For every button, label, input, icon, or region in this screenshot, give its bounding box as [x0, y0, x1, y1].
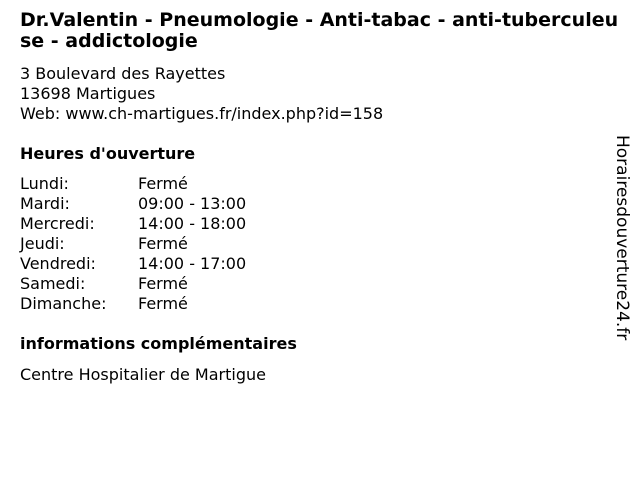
- website-link[interactable]: Web: www.ch-martigues.fr/index.php?id=158: [20, 104, 384, 123]
- hours-row-samedi: [20, 274, 320, 294]
- hours-value: 09:00 - 13:00: [138, 194, 247, 213]
- day-label: Dimanche:: [20, 294, 107, 313]
- hours-row-vendredi: [20, 254, 320, 274]
- hours-row-mercredi: [20, 214, 320, 234]
- opening-hours-heading: Heures d'ouverture: [20, 144, 196, 163]
- day-label: Mercredi:: [20, 214, 95, 233]
- hours-value: Fermé: [138, 174, 188, 193]
- day-label: Lundi:: [20, 174, 69, 193]
- hours-value: Fermé: [138, 294, 188, 313]
- city-address: 13698 Martigues: [20, 84, 156, 103]
- hours-value: Fermé: [138, 234, 188, 253]
- hours-value: Fermé: [138, 274, 188, 293]
- day-label: Jeudi:: [20, 234, 65, 253]
- hours-value: 14:00 - 17:00: [138, 254, 247, 273]
- site-watermark: Horairesdouverture24.fr: [612, 135, 632, 341]
- day-label: Samedi:: [20, 274, 86, 293]
- additional-info-heading: informations complémentaires: [20, 334, 297, 353]
- hours-value: 14:00 - 18:00: [138, 214, 247, 233]
- day-label: Mardi:: [20, 194, 70, 213]
- page-title: Dr.Valentin - Pneumologie - Anti-tabac - anti-tuberculeuse - addictologie: [20, 9, 619, 52]
- hours-row-dimanche: [20, 294, 320, 314]
- opening-hours-table: [20, 174, 320, 314]
- hours-row-jeudi: [20, 234, 320, 254]
- street-address: 3 Boulevard des Rayettes: [20, 64, 226, 83]
- hours-row-lundi: [20, 174, 320, 194]
- day-label: Vendredi:: [20, 254, 96, 273]
- hours-row-mardi: [20, 194, 320, 214]
- additional-info-text: Centre Hospitalier de Martigue: [20, 365, 266, 384]
- address-block: [20, 64, 383, 124]
